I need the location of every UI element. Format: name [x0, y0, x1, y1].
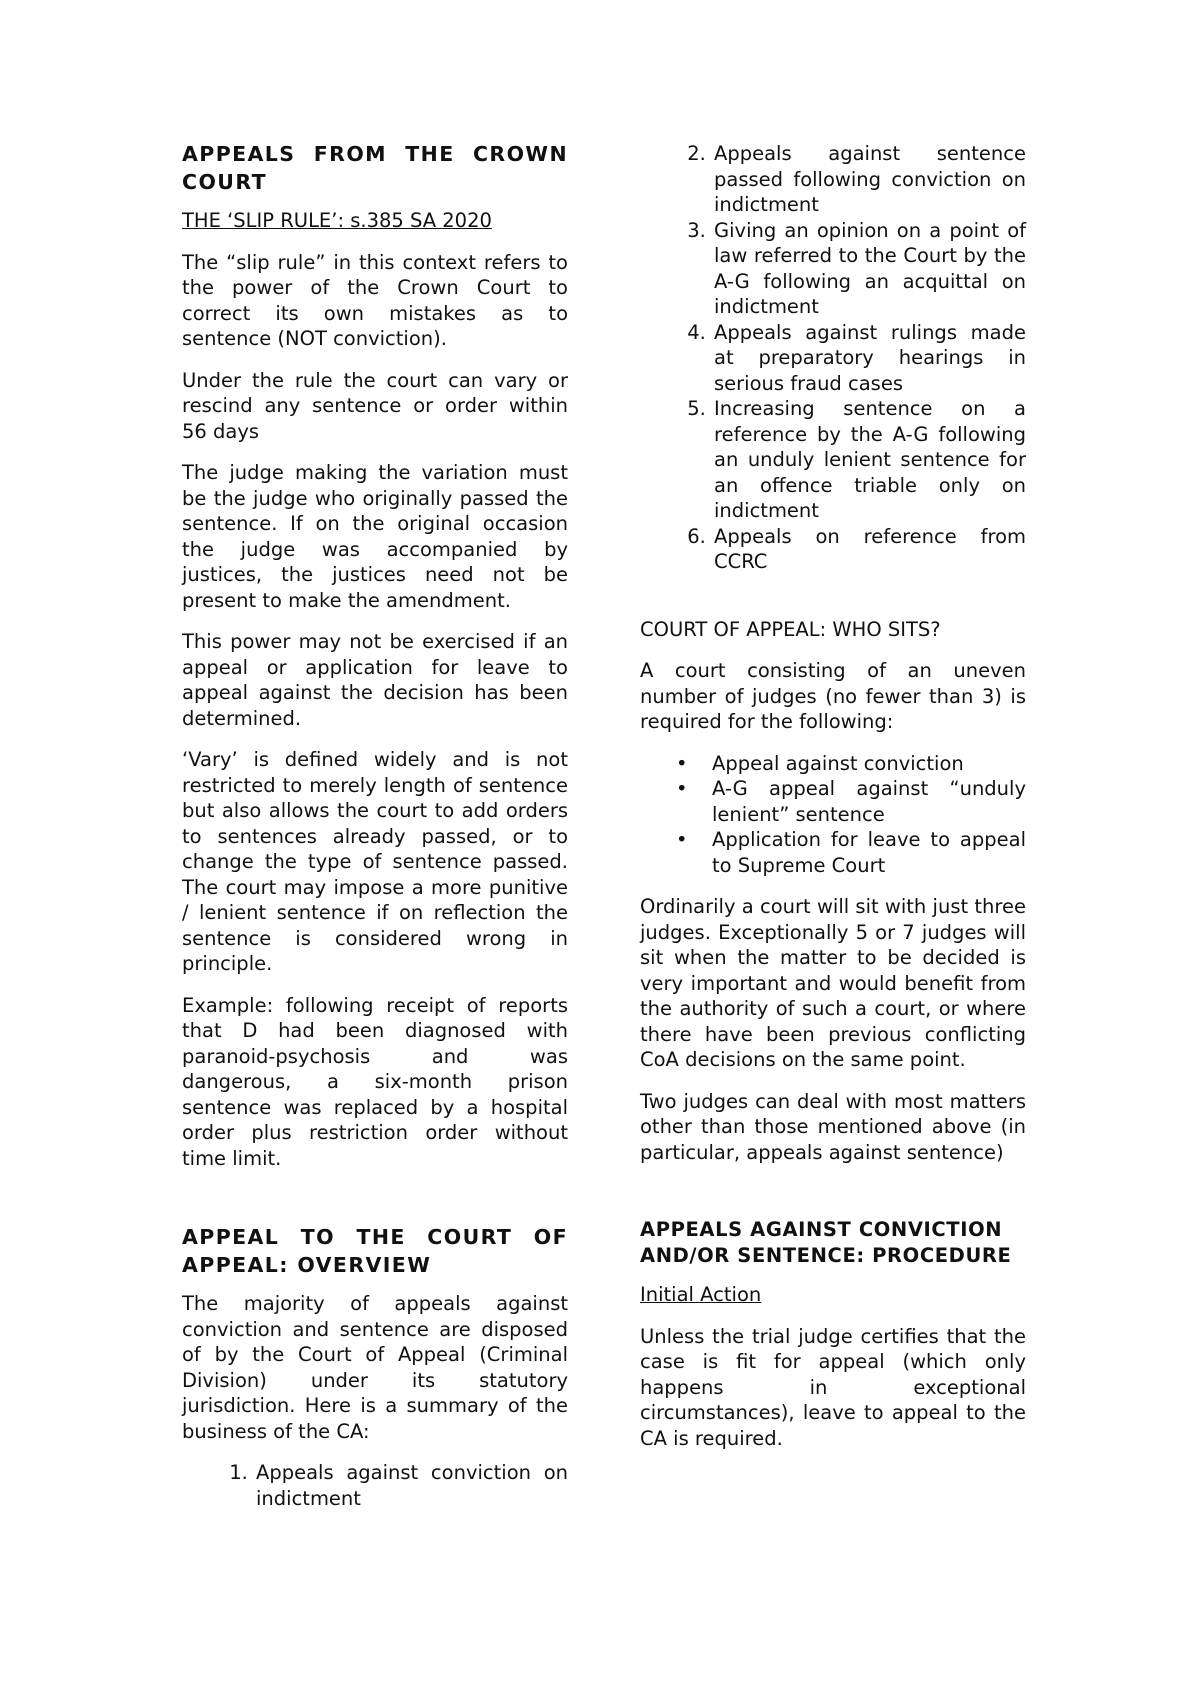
spacer [640, 1181, 1026, 1217]
paragraph-vary-rescind: Under the rule the court can vary or rescind any sentence or order within 56 days [182, 368, 568, 443]
business-list-part1 [182, 1460, 568, 1511]
bullet-text: Application for leave to appeal to Supreme Court [712, 828, 1026, 877]
paragraph-two-judges: Two judges can deal with most matters other than those mentioned above (in particular, appeals against sentence) [640, 1089, 1026, 1164]
paragraph-uneven-number: A court consisting of an uneven number of judges (no fewer than 3) is required for the following: [640, 659, 1026, 733]
list-item: 3. Giving an opinion on a point of law referred to the Court by the A-G following an acquittal on indictment [712, 218, 1026, 320]
bullet-text: Appeal against conviction [712, 751, 964, 775]
paragraph-example: Example: following receipt of reports that D had been diagnosed with paranoid-psychosis and was dangerous, a six-month prison sentence was replaced by a hospital order plus restriction order without time limit. [182, 993, 568, 1170]
list-item: 4. Appeals against rulings made at preparatory hearings in serious fraud cases [712, 320, 1026, 397]
paragraph-power-limits: This power may not be exercised if an appeal or application for leave to appeal against the decision has been determined. [182, 630, 568, 730]
heading-appeals-from-crown-court: APPEALS FROM THE CROWN COURT [182, 142, 568, 194]
business-list-part2 [640, 141, 1026, 575]
paragraph-judge-variation: The judge making the variation must be the judge who originally passed the sentence. If on the original occasion the judge was accompanied by justices, the justices need not be present to make the amendment. [182, 461, 568, 612]
spacer [640, 591, 1026, 617]
heading-slip-rule: THE ‘SLIP RULE’: s.385 SA 2020 [182, 209, 492, 232]
list-item [676, 776, 1026, 827]
bullet-icon: • [676, 751, 688, 775]
list-item [676, 827, 1026, 878]
left-column [182, 140, 568, 1527]
spacer [182, 1187, 568, 1223]
bullet-text: A-G appeal against “unduly lenient” sentence [712, 777, 1026, 826]
list-item [676, 751, 1026, 777]
heading-procedure: APPEALS AGAINST CONVICTION AND/OR SENTENCE: PROCEDURE [640, 1218, 1012, 1267]
paragraph-majority-appeals: The majority of appeals against conviction and sentence are disposed of by the Court of Appeal (Criminal Division) under its statutory jurisdiction. Here is a summary of the business of the CA: [182, 1292, 568, 1443]
paragraph-vary-defined: ‘Vary’ is defined widely and is not restricted to merely length of sentence but also allows the court to add orders to sentences already passed, or to change the type of sentence passed. The court may impose a more punitive / lenient sentence if on reflection the sentence is considered wrong in principle. [182, 748, 568, 975]
list-item: 1. Appeals against conviction on indictment [254, 1460, 568, 1511]
paragraph-ordinarily: Ordinarily a court will sit with just three judges. Exceptionally 5 or 7 judges will sit when the matter to be decided is very important and would benefit from the authority of such a court, or where there have been previous conflicting CoA decisions on the same point. [640, 895, 1026, 1071]
list-item: 6. Appeals on reference from CCRC [712, 524, 1026, 575]
paragraph-leave-required: Unless the trial judge certifies that the case is fit for appeal (which only happens in exceptional circumstances), leave to appeal to the CA is required. [640, 1324, 1026, 1450]
list-item: 5. Increasing sentence on a reference by the A-G following an unduly lenient sentence for an offence triable only on indictment [712, 396, 1026, 524]
list-item: 2. Appeals against sentence passed following conviction on indictment [712, 141, 1026, 218]
who-sits-bullet-list [640, 751, 1026, 879]
heading-initial-action: Initial Action [640, 1283, 762, 1306]
heading-appeal-overview: APPEAL TO THE COURT OF APPEAL: OVERVIEW [182, 1225, 568, 1277]
heading-who-sits: COURT OF APPEAL: WHO SITS? [640, 617, 941, 641]
right-column [640, 141, 1026, 1467]
paragraph-slip-rule-definition: The “slip rule” in this context refers to the power of the Crown Court to correct its own mistakes as to sentence (NOT conviction). [182, 250, 568, 350]
bullet-icon: • [676, 828, 688, 851]
bullet-icon: • [676, 777, 688, 800]
